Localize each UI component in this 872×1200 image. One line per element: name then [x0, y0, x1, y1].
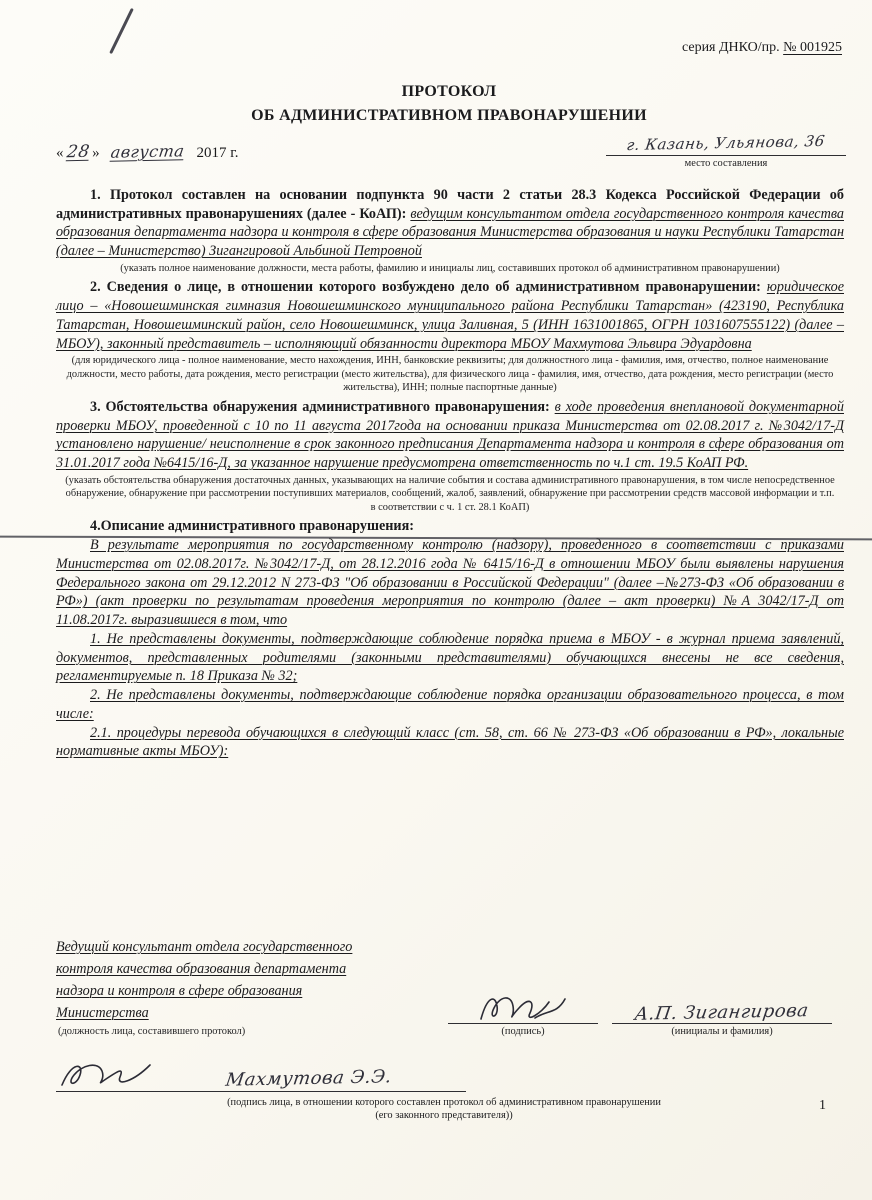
position-text-1: Ведущий консультант отдела государственного	[56, 939, 353, 955]
section-4-paragraph-4	[56, 724, 844, 761]
handwritten-representative-name: Махмутова Э.Э.	[224, 1065, 394, 1091]
signature-block	[56, 936, 832, 1123]
place-caption: место составления	[684, 158, 768, 169]
place-of-drafting	[606, 131, 846, 174]
year-label: 2017 г.	[196, 145, 239, 161]
position-text-2: контроля качества образования департамента	[56, 961, 347, 977]
section-2-caption: (для юридического лица - полное наименование, место нахождения, ИНН, банковские реквизиты; для должностного лица - фамилия, имя, отчество, полное наименование должности, место работы, дата рождения, место регистрации (место жительства), для физического лица - фамилия, имя, отчество, дата рождения, место регистрации (место жительства), ИНН; полные паспортные данные)	[66, 355, 834, 394]
section-4-paragraph-2	[56, 630, 844, 686]
section-3-lead: 3. Обстоятельства обнаружения административного правонарушения:	[90, 398, 555, 415]
section-4-paragraph-1	[56, 536, 844, 630]
series-value: № 001925	[783, 40, 842, 55]
initials-line	[612, 994, 832, 1024]
position-text-3: надзора и контроля в сфере образования	[56, 983, 303, 999]
section-2-filled: юридическое лицо – «Новошешминская гимназия Новошешминского муниципального района Республики Татарстан» (423190, Республика Татарстан, Новошешминский район, село Новошешминск, улица Заливная, 5 (ИНН 1631001865, ОГРН 1031607555122) (далее – МБОУ), законный представитель – исполняющий обязанности директора МБОУ Махмутова Эльвира Эдуардовна	[56, 279, 844, 352]
section-2-lead: 2. Сведения о лице, в отношении которого возбуждено дело об административном правонарушении:	[90, 279, 767, 296]
section-3-paragraph	[56, 398, 844, 473]
section-1-paragraph	[56, 186, 844, 261]
document-body	[56, 186, 844, 761]
official-position-block	[56, 936, 434, 1042]
representative-caption-line2: (его законного представителя))	[375, 1110, 513, 1122]
page-number: 1	[819, 1098, 826, 1113]
handwritten-month: августа	[109, 141, 187, 162]
section-4-text-4: 2.1. процедуры перевода обучающихся в следующий класс (ст. 58, ст. 66 № 273-ФЗ «Об образовании в РФ», локальные нормативные акты МБОУ):	[56, 724, 844, 760]
position-line-1	[56, 936, 434, 958]
section-1-filled: ведущим консультантом отдела государственного контроля качества образования департамента надзора и контроля в сфере образования Министерства образования и науки Республики Татарстан (далее – Министерство) Зигангировой Альбиной Петровной	[56, 205, 844, 260]
handwritten-place: г. Казань, Ульянова, 36	[625, 131, 827, 155]
series-label: серия ДНКО/пр.	[681, 40, 780, 55]
official-signature-field	[448, 989, 598, 1042]
section-4-text-3: 2. Не представлены документы, подтверждающие соблюдение порядка организации образовательного процесса, в том числе:	[56, 687, 844, 722]
official-initials-field	[612, 994, 832, 1042]
open-quote: «	[56, 145, 64, 161]
place-fill-line	[606, 131, 846, 156]
title-line2: ОБ АДМИНИСТРАТИВНОМ ПРАВОНАРУШЕНИИ	[251, 107, 647, 124]
series-number-row	[682, 40, 842, 56]
position-line-3	[56, 980, 434, 1002]
position-line-4	[56, 1002, 434, 1024]
position-line-2	[56, 958, 434, 980]
signature-caption: (подпись)	[501, 1026, 545, 1037]
section-2-paragraph	[56, 278, 844, 353]
initials-caption: (инициалы и фамилия)	[671, 1026, 773, 1037]
handwritten-day: 28	[65, 141, 91, 163]
section-4-heading: 4.Описание административного правонарушения:	[90, 518, 415, 535]
section-3-caption: (указать обстоятельства обнаружения достаточных данных, указывающих на наличие события и состава административного правонарушения, в том числе непосредственное обнаружение, обнаружение при рассмотрении поступивших материалов, сообщений, жалоб, заявлений, обнаружение при рассмотрении средств массовой информации и т.п. в соответствии с ч. 1 ст. 28.1 КоАП)	[65, 474, 835, 513]
section-1-lead: 1. Протокол составлен на основании подпункта 90 части 2 статьи 28.3 Кодекса Российской Федерации об административных правонарушениях (далее - КоАП):	[56, 187, 844, 222]
handwritten-initials: А.П. Зигангирова	[633, 1000, 811, 1025]
close-quote: »	[92, 145, 100, 161]
signature-row-representative	[56, 1058, 466, 1092]
title-line1: ПРОТОКОЛ	[401, 83, 497, 100]
position-caption: (должность лица, составившего протокол)	[58, 1026, 246, 1037]
signature-row-official	[56, 936, 832, 1042]
section-1-caption: (указать полное наименование должности, места работы, фамилию и инициалы лиц, составивших протокол об административном правонарушении)	[120, 262, 780, 274]
dateline-row	[56, 131, 846, 174]
section-4-paragraph-3	[56, 686, 844, 723]
document-title	[56, 80, 842, 128]
section-4-text-2: 1. Не представлены документы, подтверждающие соблюдение порядка приема в МБОУ - в журнал приема заявлений, документов, представленных родителями (законными представителями) обучающихся внесены не все сведения, регламентируемые п. 18 Приказа № 32;	[56, 630, 844, 685]
date-of-drafting	[56, 134, 239, 162]
pen-stroke-mark	[109, 8, 134, 54]
representative-caption	[56, 1096, 832, 1123]
position-text-4: Министерства	[56, 1005, 149, 1021]
official-signature-icon	[477, 989, 569, 1025]
section-3-filled: в ходе проведения внеплановой документарной проверки МБОУ, проведенной с 10 по 11 августа 2017года на основании приказа Министерства от 02.08.2017 г. №3042/17-Д установлено нарушение/ неисполнение в срок законного предписания Департамента надзора и контроля в сфере образования от 31.01.2017 года №6415/16-Д, за указанное нарушение предусмотрена ответственность по ч.1 ст. 19.5 КоАП РФ.	[56, 398, 844, 472]
representative-caption-line1: (подпись лица, в отношении которого составлен протокол об административном правонарушении	[227, 1096, 661, 1108]
signature-line	[448, 989, 598, 1024]
representative-signature-icon	[56, 1057, 156, 1093]
section-4-text-1: В результате мероприятия по государственному контролю (надзору), проведенного в соответствии с приказами Министерства от 02.08.2017г. №3042/17-Д, от 28.12.2016 года № 6415/16-Д в отношении МБОУ были выявлены нарушения Федерального закона от 29.12.2012 N 273-ФЗ "Об образовании в Российской Федерации" (далее –№273-ФЗ «Об образовании в РФ») (акт проверки по результатам проведения мероприятия по контролю (далее – акт проверки) №А 3042/17-Д от 11.08.2017г. выразившиеся в том, что	[56, 537, 844, 629]
